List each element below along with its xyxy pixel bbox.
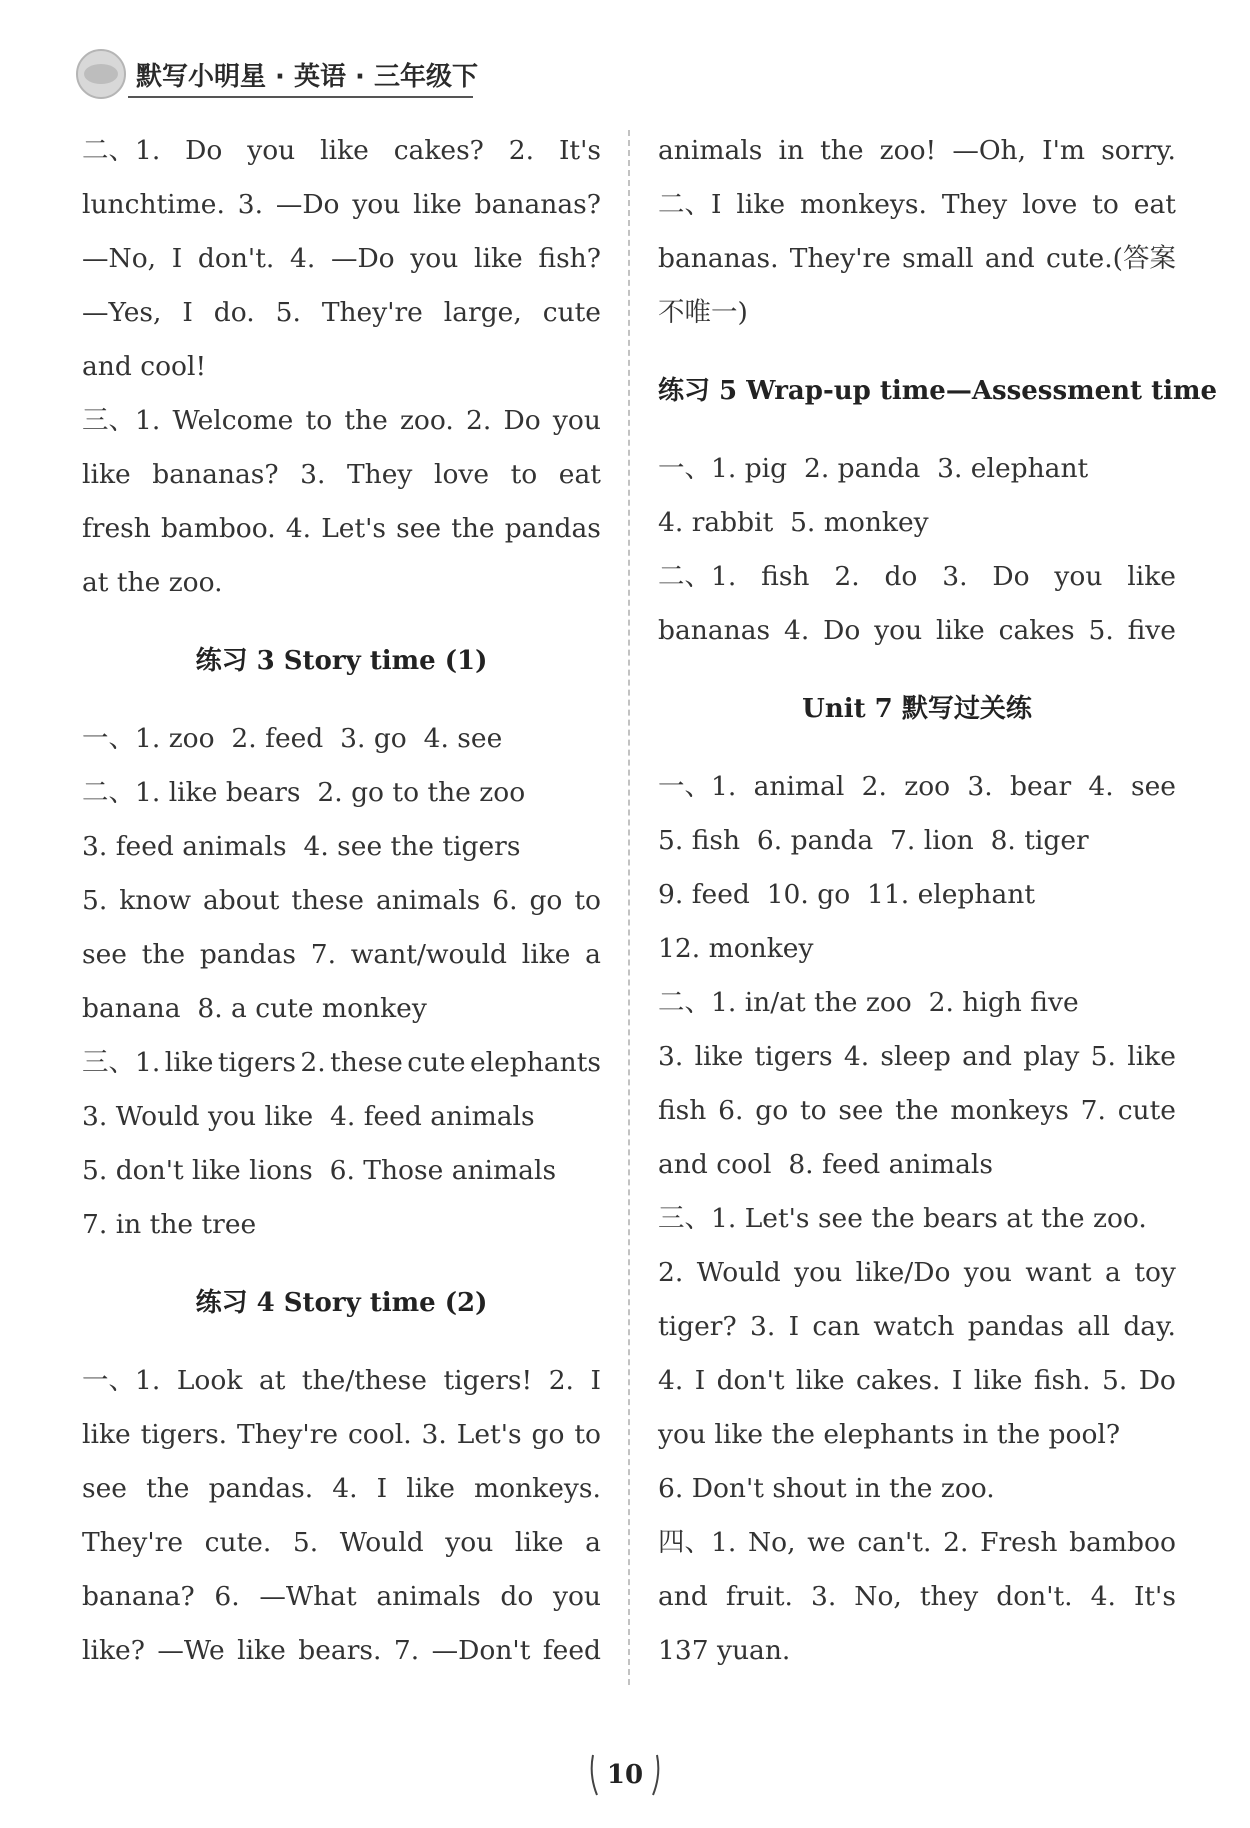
word: don't. [996, 1581, 1073, 1612]
spacer [82, 610, 601, 634]
word: zoo! [879, 135, 937, 166]
answer-line [658, 1570, 1176, 1624]
word: 3. [749, 1311, 776, 1342]
word: —Don't [431, 1635, 531, 1666]
word: 5. [292, 1527, 319, 1558]
word: 四、1. [658, 1527, 737, 1558]
word: to [510, 459, 538, 490]
word: —Yes, [82, 297, 162, 328]
answer-line [82, 874, 601, 928]
word: Would [696, 1257, 781, 1288]
word: like [164, 1047, 214, 1078]
word: the/these [301, 1365, 427, 1396]
header-title: 默写小明星 · 英语 · 三年级下 [136, 61, 478, 92]
word: 三、1. [82, 405, 161, 436]
word: can [812, 1311, 861, 1342]
word: 6. [718, 1095, 744, 1126]
word: like/Do [855, 1257, 951, 1288]
word: animals [658, 135, 763, 166]
word: fish [658, 1095, 707, 1126]
page-number: 10 [595, 1755, 655, 1795]
answer-line [658, 1084, 1176, 1138]
word: cakes [998, 615, 1075, 646]
word: 5. [1090, 1041, 1116, 1072]
word: fish [761, 561, 810, 592]
word: pandas. [208, 1473, 314, 1504]
answer-line [82, 448, 601, 502]
word: a [585, 939, 601, 970]
word: I [951, 1365, 963, 1396]
word: 3. [421, 1419, 447, 1450]
word: zoo. [399, 405, 454, 436]
word: bears. [298, 1635, 382, 1666]
word: the [451, 513, 495, 544]
word: these [330, 1047, 403, 1078]
word: see [838, 1095, 884, 1126]
word: don't. [197, 243, 275, 274]
spacer [82, 688, 601, 712]
word: pandas [199, 939, 297, 970]
word: the [146, 1473, 190, 1504]
word: 2. [861, 771, 887, 802]
answer-line: 6. Don't shout in the zoo. [658, 1473, 995, 1504]
word: cool. [347, 1419, 412, 1450]
word: bamboo. [160, 513, 276, 544]
word: you [1054, 561, 1103, 592]
word: I'm [1042, 135, 1086, 166]
word: you [445, 1527, 494, 1558]
answer-line: 5. don't like lions 6. Those animals [82, 1155, 557, 1186]
word: Do [185, 135, 223, 166]
word: I [376, 1473, 388, 1504]
answer-line [82, 502, 601, 556]
spacer [658, 340, 1176, 364]
answer-line: 5. fish 6. panda 7. lion 8. tiger [658, 825, 1089, 856]
right-column [658, 124, 1218, 1678]
word: 5. [275, 297, 301, 328]
word: see [396, 513, 442, 544]
word: the [344, 405, 388, 436]
word: the [895, 1095, 939, 1126]
answer-line: 一、1. pig 2. panda 3. elephant [658, 453, 1089, 484]
word: cute [542, 297, 601, 328]
word: 二、I [658, 189, 722, 220]
word: 2. [548, 1365, 574, 1396]
answer-line: 不唯一) [658, 297, 748, 328]
column-divider [628, 130, 630, 1685]
word: banana? [82, 1581, 195, 1612]
answer-line [82, 1408, 601, 1462]
word: like [1127, 561, 1176, 592]
word: and [962, 1041, 1012, 1072]
spacer [82, 1330, 601, 1354]
word: animals [376, 1581, 481, 1612]
word: go [529, 885, 563, 916]
answer-line [658, 550, 1176, 604]
word: monkeys. [800, 189, 927, 220]
word: 5. [1101, 1365, 1128, 1396]
answer-line [658, 1516, 1176, 1570]
word: see [82, 1473, 127, 1504]
word: bananas? [152, 459, 279, 490]
word: Look [176, 1365, 243, 1396]
word: 4. [1090, 1581, 1116, 1612]
word: eat [1133, 189, 1176, 220]
answer-line: 4. rabbit 5. monkey [658, 507, 929, 538]
word: want/would [350, 939, 508, 970]
answer-line [658, 124, 1176, 178]
word: a [1105, 1257, 1121, 1288]
word: to [305, 405, 333, 436]
word: elephants [470, 1047, 601, 1078]
word: like [694, 1041, 744, 1072]
word: Do [1138, 1365, 1176, 1396]
section-title: 练习 4 Story time (2) [195, 1288, 488, 1318]
word: I [171, 243, 183, 274]
answer-line: banana 8. a cute monkey [82, 993, 427, 1024]
word: know [119, 885, 191, 916]
word: like [474, 243, 523, 274]
word: like [795, 1365, 845, 1396]
answer-line [82, 178, 601, 232]
word: don't [716, 1365, 785, 1396]
word: like [521, 939, 571, 970]
answer-line: and cool! [82, 351, 207, 382]
word: I [182, 297, 193, 328]
word: Do [992, 561, 1030, 592]
word: bananas. [658, 243, 779, 274]
word: like? [82, 1635, 145, 1666]
word: I [788, 1311, 800, 1342]
word: 6. [492, 885, 518, 916]
word: cute.(答案 [1045, 243, 1176, 274]
word: —We [157, 1635, 225, 1666]
word: like [936, 615, 985, 646]
answer-line: and cool 8. feed animals [658, 1149, 993, 1180]
word: 3. [967, 771, 993, 802]
word: watch [873, 1311, 955, 1342]
word: fruit. [725, 1581, 793, 1612]
word: —Do [275, 189, 340, 220]
word: —No, [82, 243, 157, 274]
word: monkeys [950, 1095, 1069, 1126]
word: you [963, 1257, 1012, 1288]
word: love [433, 459, 490, 490]
word: 3. [237, 189, 263, 220]
word: toy [1134, 1257, 1176, 1288]
answer-line: 三、1. Let's see the bears at the zoo. [658, 1203, 1147, 1234]
word: I [694, 1365, 706, 1396]
word: to [574, 1419, 601, 1450]
word: They [941, 189, 1008, 220]
word: 二、1. [658, 561, 737, 592]
word: cakes? [393, 135, 484, 166]
word: 4. [285, 513, 312, 544]
answer-line: 二、1. like bears 2. go to the zoo [82, 777, 526, 808]
answer-line [82, 394, 601, 448]
answer-line [82, 286, 601, 340]
word: like [237, 1635, 286, 1666]
answer-line: at the zoo. [82, 567, 223, 598]
word: tigers! [443, 1365, 533, 1396]
word: the [820, 135, 864, 166]
word: bamboo [1069, 1527, 1176, 1558]
word: you [874, 615, 923, 646]
word: 4. [843, 1041, 870, 1072]
word: 7. [393, 1635, 420, 1666]
word: 4. [332, 1473, 358, 1504]
answer-line: 7. in the tree [82, 1209, 257, 1240]
word: 3. [300, 459, 326, 490]
word: 6. [214, 1581, 240, 1612]
answer-line [658, 178, 1176, 232]
word: tigers [754, 1041, 833, 1072]
section-title: 练习 5 Wrap-up time—Assessment time [658, 376, 1218, 406]
answer-line [82, 1570, 601, 1624]
spacer [658, 418, 1176, 442]
word: you [794, 1257, 843, 1288]
answer-line [82, 1354, 601, 1408]
word: 2. [943, 1527, 969, 1558]
word: to [1092, 189, 1119, 220]
spacer [658, 658, 1176, 682]
word: 3. [658, 1041, 684, 1072]
word: sorry. [1101, 135, 1176, 166]
answer-line [82, 124, 601, 178]
word: 7. [310, 939, 337, 970]
word: about [202, 885, 280, 916]
word: feed [542, 1635, 601, 1666]
word: animal [753, 771, 845, 802]
spacer [658, 736, 1176, 760]
answer-line [658, 1300, 1176, 1354]
word: we [807, 1527, 846, 1558]
word: 2. [834, 561, 860, 592]
word: 2. [466, 405, 492, 436]
word: zoo [904, 771, 951, 802]
section-title: 练习 3 Story time (1) [195, 646, 488, 676]
word: Fresh [980, 1527, 1058, 1558]
answer-line: 3. Would you like 4. feed animals [82, 1101, 535, 1132]
word: monkeys. [474, 1473, 601, 1504]
word: 一、1. [82, 1365, 161, 1396]
word: It's [1133, 1581, 1176, 1612]
word: a [585, 1527, 601, 1558]
word: They [347, 459, 413, 490]
word: They're [321, 297, 423, 328]
word: 2. [300, 1047, 326, 1078]
word: the [141, 939, 186, 970]
word: you [552, 1581, 601, 1612]
word: fish. [1033, 1365, 1091, 1396]
word: see [1131, 771, 1176, 802]
word: 3. [942, 561, 968, 592]
answer-line [82, 232, 601, 286]
spacer [82, 1252, 601, 1276]
word: They're [789, 243, 891, 274]
word: like [320, 135, 369, 166]
book-series-logo-icon [76, 49, 126, 99]
word: large, [443, 297, 522, 328]
word: you [247, 135, 296, 166]
word: 三、1. [82, 1047, 161, 1078]
word: 4. [289, 243, 316, 274]
answer-line [82, 1516, 601, 1570]
word: in [778, 135, 805, 166]
word: Would [339, 1527, 424, 1558]
word: 一、1. [658, 771, 737, 802]
word: —Do [330, 243, 395, 274]
word: 5. [82, 885, 108, 916]
word: I [590, 1365, 601, 1396]
answer-line: 9. feed 10. go 11. elephant [658, 879, 1035, 910]
word: like [736, 189, 786, 220]
answer-line: 二、1. in/at the zoo 2. high five [658, 987, 1079, 1018]
word: do [884, 561, 918, 592]
answer-line [658, 1030, 1176, 1084]
word: 二、1. [82, 135, 161, 166]
answer-line: 137 yuan. [658, 1635, 791, 1666]
word: —Oh, [952, 135, 1027, 166]
word: go [531, 1419, 565, 1450]
word: small [902, 243, 974, 274]
answer-line [658, 604, 1176, 658]
word: they [919, 1581, 979, 1612]
answer-line [658, 1246, 1176, 1300]
word: bananas? [474, 189, 601, 220]
word: Let's [456, 1419, 522, 1450]
header-underline [128, 96, 473, 98]
answer-line: 3. feed animals 4. see the tigers [82, 831, 521, 862]
word: They're [82, 1527, 184, 1558]
word: to [574, 885, 601, 916]
word: pandas [504, 513, 601, 544]
word: bear [1010, 771, 1072, 802]
word: bananas [658, 615, 771, 646]
word: tigers [217, 1047, 296, 1078]
word: cute [1117, 1095, 1176, 1126]
word: 4. [658, 1365, 684, 1396]
word: and [658, 1581, 708, 1612]
word: like [82, 1419, 131, 1450]
word: Welcome [172, 405, 294, 436]
word: cakes. [856, 1365, 941, 1396]
answer-line [658, 1354, 1176, 1408]
word: go [755, 1095, 789, 1126]
answer-line [82, 928, 601, 982]
word: Do [503, 405, 541, 436]
word: like [514, 1527, 564, 1558]
word: lunchtime. [82, 189, 225, 220]
answer-line [658, 760, 1176, 814]
word: 3. [810, 1581, 837, 1612]
word: fresh [82, 513, 151, 544]
word: you [410, 243, 459, 274]
word: cute. [204, 1527, 272, 1558]
word: to [799, 1095, 827, 1126]
word: like [413, 189, 462, 220]
word: these [291, 885, 364, 916]
word: 4. [1088, 771, 1114, 802]
word: eat [558, 459, 601, 490]
answer-line: 一、1. zoo 2. feed 3. go 4. see [82, 723, 503, 754]
word: It's [558, 135, 601, 166]
word: all [1077, 1311, 1111, 1342]
word: Do [823, 615, 861, 646]
page-header [76, 48, 478, 100]
word: play [1023, 1041, 1080, 1072]
word: No, [854, 1581, 902, 1612]
word: like [406, 1473, 455, 1504]
word: do [500, 1581, 534, 1612]
answer-line [82, 1462, 601, 1516]
word: pandas [967, 1311, 1064, 1342]
word: at [258, 1365, 286, 1396]
word: like [1127, 1041, 1176, 1072]
word: animals [375, 885, 481, 916]
answer-line: 12. monkey [658, 933, 814, 964]
section-title: Unit 7 默写过关练 [802, 694, 1032, 724]
word: 5. [1088, 615, 1114, 646]
word: fish? [538, 243, 601, 274]
word: five [1127, 615, 1176, 646]
word: see [82, 939, 127, 970]
answer-line [82, 1036, 601, 1090]
answer-line: you like the elephants in the pool? [658, 1419, 1121, 1450]
left-column [82, 124, 601, 1678]
word: tigers. [140, 1419, 228, 1450]
word: want [1025, 1257, 1092, 1288]
word: like [82, 459, 131, 490]
word: tiger? [658, 1311, 737, 1342]
word: 2. [658, 1257, 684, 1288]
word: like [973, 1365, 1023, 1396]
word: day. [1123, 1311, 1176, 1342]
word: No, [747, 1527, 796, 1558]
word: 7. [1080, 1095, 1106, 1126]
word: love [1022, 189, 1078, 220]
word: can't. [857, 1527, 932, 1558]
word: you [552, 405, 601, 436]
word: and [984, 243, 1035, 274]
word: sleep [880, 1041, 951, 1072]
word: you [352, 189, 401, 220]
word: 2. [508, 135, 535, 166]
word: Let's [321, 513, 387, 544]
word: do. [213, 297, 255, 328]
word: —What [259, 1581, 357, 1612]
word: 4. [783, 615, 810, 646]
word: They're [237, 1419, 339, 1450]
word: cute [407, 1047, 466, 1078]
answer-line [82, 1624, 601, 1678]
answer-line [658, 232, 1176, 286]
